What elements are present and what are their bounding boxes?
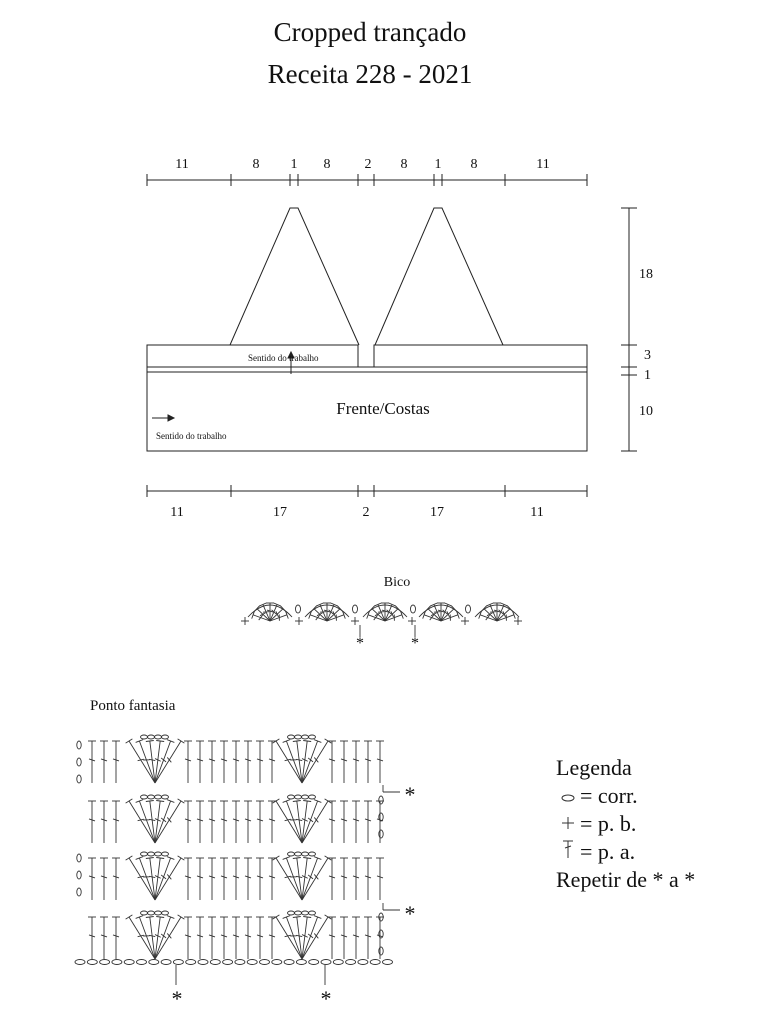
right-measure: 1	[644, 368, 651, 383]
direction-label: Sentido do trabalho	[156, 431, 227, 441]
bottom-measure: 11	[530, 505, 544, 520]
pattern-title: Cropped trançado	[273, 17, 467, 47]
repeat-mark: *	[411, 635, 419, 652]
ponto-fantasia-title: Ponto fantasia	[90, 698, 176, 714]
repeat-mark: *	[320, 986, 332, 1011]
bottom-measure: 11	[170, 505, 184, 520]
repeat-mark: *	[356, 635, 364, 652]
plus-icon	[556, 810, 580, 838]
repeat-mark: *	[171, 986, 183, 1011]
bico-title: Bico	[383, 575, 411, 590]
right-measure: 10	[639, 404, 653, 419]
top-measure: 1	[290, 157, 298, 172]
legend-item: = p. b.	[556, 810, 695, 838]
top-measure: 1	[434, 157, 442, 172]
legend	[556, 754, 695, 894]
top-measure: 11	[175, 157, 189, 172]
bottom-measure: 2	[362, 505, 370, 520]
direction-label: Sentido do trabalho	[248, 353, 319, 363]
bottom-measure: 17	[273, 505, 287, 520]
top-measure: 2	[364, 157, 372, 172]
chain-oval-icon	[556, 782, 580, 810]
double-crochet-icon	[556, 838, 580, 866]
legend-title: Legenda	[556, 755, 632, 780]
legend-item: = corr.	[556, 782, 695, 810]
right-measure: 18	[639, 267, 653, 282]
right-measure: 3	[644, 348, 651, 363]
top-measure: 8	[252, 157, 260, 172]
top-measure: 8	[323, 157, 331, 172]
body-label: Frente/Costas	[336, 399, 430, 418]
recipe-number: Receita 228 - 2021	[267, 59, 473, 89]
top-measure: 8	[470, 157, 478, 172]
legend-item: = p. a.	[556, 838, 695, 866]
bottom-measure: 17	[430, 505, 444, 520]
top-measure: 11	[536, 157, 550, 172]
repeat-mark: *	[404, 782, 416, 807]
top-measure: 8	[400, 157, 408, 172]
repeat-mark: *	[404, 901, 416, 926]
repeat-instruction: Repetir de * a *	[556, 867, 696, 892]
